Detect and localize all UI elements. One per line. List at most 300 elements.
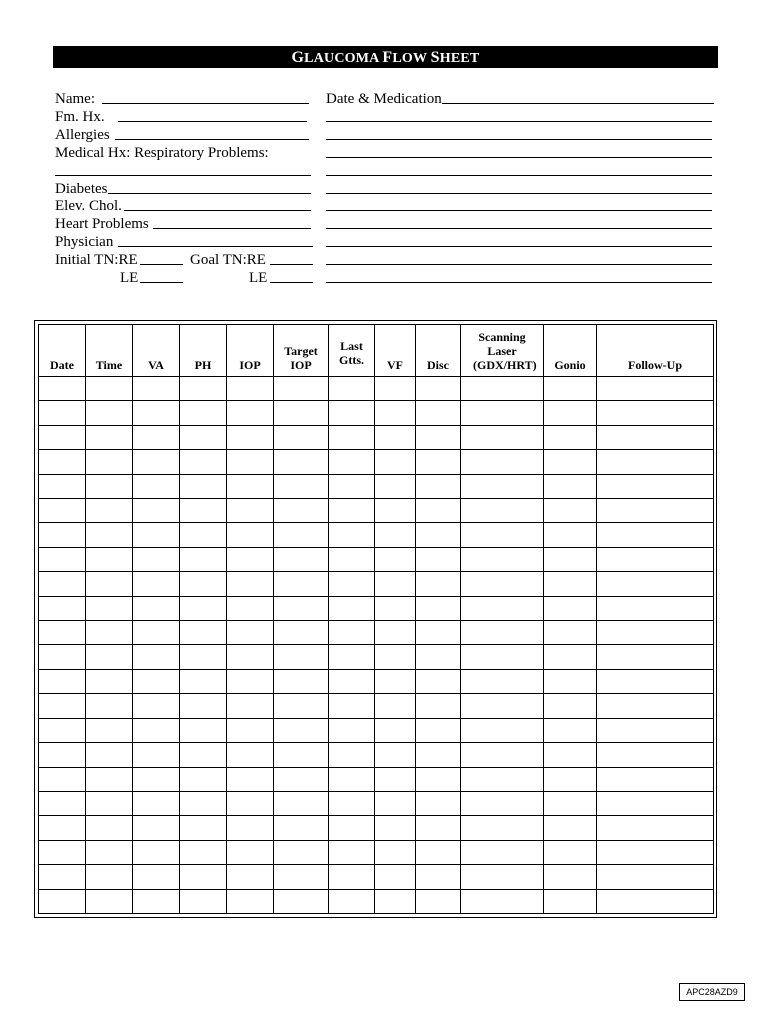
table-cell[interactable] (544, 718, 597, 742)
table-cell[interactable] (597, 425, 714, 449)
table-cell[interactable] (39, 743, 86, 767)
table-cell[interactable] (461, 450, 544, 474)
table-cell[interactable] (416, 694, 461, 718)
table-cell[interactable] (597, 889, 714, 913)
table-cell[interactable] (133, 694, 180, 718)
table-cell[interactable] (227, 401, 274, 425)
table-cell[interactable] (544, 889, 597, 913)
table-cell[interactable] (416, 791, 461, 815)
table-cell[interactable] (86, 377, 133, 401)
table-cell[interactable] (274, 377, 329, 401)
table-cell[interactable] (461, 694, 544, 718)
table-cell[interactable] (375, 840, 416, 864)
table-cell[interactable] (133, 889, 180, 913)
table-cell[interactable] (180, 816, 227, 840)
table-cell[interactable] (597, 865, 714, 889)
table-cell[interactable] (375, 401, 416, 425)
table-cell[interactable] (133, 499, 180, 523)
table-cell[interactable] (274, 645, 329, 669)
table-cell[interactable] (597, 840, 714, 864)
table-cell[interactable] (597, 718, 714, 742)
form-title: GLAUCOMA FLOW SHEET (53, 46, 718, 68)
heart-problems-field[interactable] (153, 228, 311, 229)
medication-line[interactable] (326, 121, 712, 122)
table-cell[interactable] (416, 474, 461, 498)
table-cell[interactable] (461, 425, 544, 449)
table-cell[interactable] (39, 669, 86, 693)
table-cell[interactable] (597, 743, 714, 767)
table-cell[interactable] (180, 791, 227, 815)
table-cell[interactable] (133, 718, 180, 742)
table-cell[interactable] (544, 669, 597, 693)
table-cell[interactable] (227, 596, 274, 620)
table-cell[interactable] (375, 572, 416, 596)
table-cell[interactable] (86, 401, 133, 425)
table-cell[interactable] (39, 718, 86, 742)
table-cell[interactable] (329, 889, 375, 913)
table-cell[interactable] (180, 767, 227, 791)
table-cell[interactable] (461, 767, 544, 791)
table-cell[interactable] (375, 743, 416, 767)
table-cell[interactable] (227, 425, 274, 449)
table-cell[interactable] (597, 523, 714, 547)
table-cell[interactable] (180, 743, 227, 767)
table-cell[interactable] (461, 669, 544, 693)
table-row (39, 865, 714, 889)
table-cell[interactable] (375, 621, 416, 645)
table-cell[interactable] (597, 401, 714, 425)
table-cell[interactable] (274, 694, 329, 718)
table-cell[interactable] (329, 791, 375, 815)
table-cell[interactable] (544, 523, 597, 547)
medical-hx-label: Medical Hx: Respiratory Problems: (55, 145, 269, 161)
table-cell[interactable] (544, 377, 597, 401)
table-cell[interactable] (597, 450, 714, 474)
heart-problems-label: Heart Problems (55, 216, 149, 232)
table-cell[interactable] (274, 547, 329, 571)
table-cell[interactable] (274, 669, 329, 693)
table-cell[interactable] (461, 596, 544, 620)
table-cell[interactable] (227, 645, 274, 669)
table-cell[interactable] (544, 840, 597, 864)
table-cell[interactable] (329, 694, 375, 718)
table-cell[interactable] (416, 572, 461, 596)
table-cell[interactable] (39, 889, 86, 913)
table-cell[interactable] (416, 523, 461, 547)
table-cell[interactable] (227, 718, 274, 742)
table-cell[interactable] (86, 840, 133, 864)
initial-le-field[interactable] (140, 282, 183, 283)
table-cell[interactable] (39, 840, 86, 864)
table-cell[interactable] (133, 450, 180, 474)
table-cell[interactable] (416, 816, 461, 840)
table-cell[interactable] (375, 865, 416, 889)
table-cell[interactable] (375, 669, 416, 693)
table-cell[interactable] (461, 523, 544, 547)
table-cell[interactable] (274, 791, 329, 815)
diabetes-field[interactable] (108, 193, 311, 194)
table-cell[interactable] (329, 816, 375, 840)
table-cell[interactable] (227, 450, 274, 474)
table-cell[interactable] (39, 791, 86, 815)
table-cell[interactable] (227, 572, 274, 596)
table-cell[interactable] (329, 547, 375, 571)
table-cell[interactable] (227, 865, 274, 889)
table-cell[interactable] (375, 718, 416, 742)
table-cell[interactable] (544, 767, 597, 791)
table-cell[interactable] (544, 474, 597, 498)
table-cell[interactable] (416, 499, 461, 523)
table-cell[interactable] (597, 816, 714, 840)
table-cell[interactable] (274, 621, 329, 645)
table-cell[interactable] (329, 840, 375, 864)
table-cell[interactable] (227, 669, 274, 693)
table-cell[interactable] (544, 621, 597, 645)
medication-line[interactable] (326, 193, 712, 194)
table-cell[interactable] (133, 621, 180, 645)
table-cell[interactable] (227, 547, 274, 571)
table-cell[interactable] (39, 547, 86, 571)
table-cell[interactable] (461, 499, 544, 523)
table-cell[interactable] (544, 791, 597, 815)
table-cell[interactable] (544, 816, 597, 840)
table-cell[interactable] (544, 499, 597, 523)
table-cell[interactable] (375, 816, 416, 840)
table-cell[interactable] (544, 743, 597, 767)
table-cell[interactable] (227, 499, 274, 523)
table-cell[interactable] (227, 791, 274, 815)
table-cell[interactable] (39, 401, 86, 425)
table-cell[interactable] (86, 523, 133, 547)
table-cell[interactable] (227, 816, 274, 840)
table-cell[interactable] (180, 425, 227, 449)
table-cell[interactable] (461, 377, 544, 401)
table-cell[interactable] (375, 694, 416, 718)
table-cell[interactable] (597, 669, 714, 693)
table-cell[interactable] (461, 547, 544, 571)
table-cell[interactable] (375, 791, 416, 815)
table-cell[interactable] (180, 694, 227, 718)
medical-hx-field[interactable] (55, 175, 311, 176)
table-cell[interactable] (86, 474, 133, 498)
table-cell[interactable] (274, 450, 329, 474)
table-cell[interactable] (375, 767, 416, 791)
table-cell[interactable] (329, 645, 375, 669)
table-cell[interactable] (329, 743, 375, 767)
table-cell[interactable] (544, 401, 597, 425)
table-cell[interactable] (133, 596, 180, 620)
table-cell[interactable] (86, 621, 133, 645)
table-cell[interactable] (274, 425, 329, 449)
table-cell[interactable] (86, 889, 133, 913)
table-cell[interactable] (329, 474, 375, 498)
table-cell[interactable] (227, 889, 274, 913)
table-cell[interactable] (461, 840, 544, 864)
table-cell[interactable] (329, 523, 375, 547)
table-cell[interactable] (416, 865, 461, 889)
table-cell[interactable] (39, 425, 86, 449)
table-cell[interactable] (180, 572, 227, 596)
goal-le-label: LE (249, 270, 268, 286)
table-cell[interactable] (180, 547, 227, 571)
table-cell[interactable] (544, 865, 597, 889)
col-header-time: Time (86, 325, 133, 377)
table-cell[interactable] (133, 377, 180, 401)
table-cell[interactable] (39, 377, 86, 401)
table-cell[interactable] (227, 377, 274, 401)
table-cell[interactable] (461, 865, 544, 889)
table-cell[interactable] (227, 840, 274, 864)
medication-line[interactable] (442, 103, 714, 104)
table-cell[interactable] (274, 572, 329, 596)
table-cell[interactable] (375, 596, 416, 620)
table-cell[interactable] (329, 450, 375, 474)
table-cell[interactable] (133, 523, 180, 547)
table-cell[interactable] (416, 669, 461, 693)
table-cell[interactable] (461, 474, 544, 498)
table-cell[interactable] (133, 865, 180, 889)
table-cell[interactable] (597, 474, 714, 498)
medication-line[interactable] (326, 210, 712, 211)
table-cell[interactable] (544, 572, 597, 596)
table-cell[interactable] (461, 791, 544, 815)
table-cell[interactable] (329, 499, 375, 523)
table-cell[interactable] (544, 450, 597, 474)
table-cell[interactable] (180, 596, 227, 620)
table-cell[interactable] (416, 401, 461, 425)
table-cell[interactable] (544, 596, 597, 620)
table-cell[interactable] (180, 523, 227, 547)
table-cell[interactable] (133, 767, 180, 791)
table-cell[interactable] (133, 474, 180, 498)
table-cell[interactable] (180, 377, 227, 401)
table-cell[interactable] (86, 743, 133, 767)
table-cell[interactable] (375, 499, 416, 523)
table-cell[interactable] (180, 840, 227, 864)
table-cell[interactable] (416, 596, 461, 620)
table-cell[interactable] (39, 694, 86, 718)
table-cell[interactable] (597, 572, 714, 596)
allergies-field[interactable] (115, 139, 309, 140)
medication-line[interactable] (326, 282, 712, 283)
table-cell[interactable] (227, 743, 274, 767)
table-cell[interactable] (416, 450, 461, 474)
table-cell[interactable] (133, 645, 180, 669)
elev-chol-field[interactable] (124, 210, 311, 211)
col-header-last-gtts: Last Gtts. (329, 325, 375, 377)
table-cell[interactable] (39, 596, 86, 620)
table-cell[interactable] (39, 621, 86, 645)
table-cell[interactable] (597, 694, 714, 718)
medication-line[interactable] (326, 264, 712, 265)
table-cell[interactable] (39, 523, 86, 547)
table-cell[interactable] (86, 596, 133, 620)
table-cell[interactable] (133, 572, 180, 596)
table-cell[interactable] (86, 425, 133, 449)
medication-line[interactable] (326, 139, 712, 140)
table-cell[interactable] (86, 572, 133, 596)
table-cell[interactable] (86, 450, 133, 474)
table-cell[interactable] (329, 621, 375, 645)
table-cell[interactable] (86, 865, 133, 889)
table-cell[interactable] (274, 743, 329, 767)
table-cell[interactable] (461, 889, 544, 913)
table-cell[interactable] (274, 718, 329, 742)
fm-hx-field[interactable] (118, 121, 307, 122)
table-cell[interactable] (544, 645, 597, 669)
table-cell[interactable] (274, 865, 329, 889)
physician-field[interactable] (118, 246, 313, 247)
table-cell[interactable] (39, 474, 86, 498)
table-cell[interactable] (416, 645, 461, 669)
table-cell[interactable] (180, 889, 227, 913)
table-cell[interactable] (544, 694, 597, 718)
table-cell[interactable] (416, 547, 461, 571)
table-cell[interactable] (133, 840, 180, 864)
goal-le-field[interactable] (270, 282, 313, 283)
medication-line[interactable] (326, 246, 712, 247)
table-cell[interactable] (86, 547, 133, 571)
table-cell[interactable] (39, 499, 86, 523)
table-cell[interactable] (416, 889, 461, 913)
table-cell[interactable] (544, 547, 597, 571)
table-cell[interactable] (329, 596, 375, 620)
table-cell[interactable] (274, 401, 329, 425)
table-cell[interactable] (375, 889, 416, 913)
table-cell[interactable] (180, 474, 227, 498)
table-cell[interactable] (227, 523, 274, 547)
table-cell[interactable] (375, 474, 416, 498)
table-cell[interactable] (39, 816, 86, 840)
goal-tn-re-label: Goal TN:RE (190, 252, 266, 268)
table-cell[interactable] (180, 669, 227, 693)
table-cell[interactable] (274, 499, 329, 523)
table-cell[interactable] (597, 791, 714, 815)
table-cell[interactable] (274, 816, 329, 840)
medication-line[interactable] (326, 157, 712, 158)
table-cell[interactable] (274, 523, 329, 547)
table-cell[interactable] (133, 669, 180, 693)
table-cell[interactable] (86, 499, 133, 523)
table-cell[interactable] (329, 767, 375, 791)
table-cell[interactable] (375, 547, 416, 571)
table-cell[interactable] (133, 547, 180, 571)
table-cell[interactable] (461, 645, 544, 669)
table-cell[interactable] (329, 401, 375, 425)
table-cell[interactable] (86, 669, 133, 693)
table-cell[interactable] (416, 425, 461, 449)
table-cell[interactable] (329, 669, 375, 693)
table-cell[interactable] (416, 767, 461, 791)
table-cell[interactable] (86, 791, 133, 815)
table-cell[interactable] (461, 401, 544, 425)
table-cell[interactable] (86, 694, 133, 718)
table-cell[interactable] (461, 718, 544, 742)
table-cell[interactable] (461, 743, 544, 767)
table-cell[interactable] (39, 767, 86, 791)
table-cell[interactable] (180, 718, 227, 742)
table-cell[interactable] (416, 377, 461, 401)
table-cell[interactable] (227, 621, 274, 645)
table-cell[interactable] (180, 450, 227, 474)
table-cell[interactable] (329, 377, 375, 401)
table-cell[interactable] (227, 694, 274, 718)
table-cell[interactable] (133, 425, 180, 449)
table-cell[interactable] (461, 621, 544, 645)
table-cell[interactable] (39, 865, 86, 889)
table-cell[interactable] (133, 791, 180, 815)
table-cell[interactable] (329, 718, 375, 742)
table-cell[interactable] (597, 645, 714, 669)
table-cell[interactable] (39, 450, 86, 474)
table-cell[interactable] (416, 718, 461, 742)
elev-chol-label: Elev. Chol. (55, 198, 122, 214)
table-cell[interactable] (133, 743, 180, 767)
table-cell[interactable] (375, 377, 416, 401)
table-cell[interactable] (180, 645, 227, 669)
table-cell[interactable] (329, 572, 375, 596)
table-cell[interactable] (461, 572, 544, 596)
table-cell[interactable] (274, 889, 329, 913)
name-field[interactable] (102, 103, 309, 104)
table-cell[interactable] (180, 865, 227, 889)
goal-tn-re-field[interactable] (270, 264, 313, 265)
table-cell[interactable] (329, 865, 375, 889)
table-cell[interactable] (133, 401, 180, 425)
table-cell[interactable] (416, 743, 461, 767)
medication-line[interactable] (326, 175, 712, 176)
table-cell[interactable] (274, 840, 329, 864)
table-cell[interactable] (274, 474, 329, 498)
initial-tn-re-field[interactable] (140, 264, 183, 265)
table-cell[interactable] (544, 425, 597, 449)
table-cell[interactable] (133, 816, 180, 840)
table-cell[interactable] (375, 450, 416, 474)
table-cell[interactable] (416, 840, 461, 864)
table-cell[interactable] (274, 767, 329, 791)
table-cell[interactable] (329, 425, 375, 449)
table-cell[interactable] (597, 621, 714, 645)
col-header-disc: Disc (416, 325, 461, 377)
medication-line[interactable] (326, 228, 712, 229)
table-cell[interactable] (227, 767, 274, 791)
table-cell[interactable] (375, 645, 416, 669)
table-cell[interactable] (180, 621, 227, 645)
table-header-row (39, 325, 714, 377)
table-cell[interactable] (597, 767, 714, 791)
table-cell[interactable] (597, 377, 714, 401)
table-cell[interactable] (86, 718, 133, 742)
col-header-target-iop: Target IOP (274, 325, 329, 377)
table-cell[interactable] (597, 596, 714, 620)
table-cell[interactable] (461, 816, 544, 840)
table-cell[interactable] (227, 474, 274, 498)
table-cell[interactable] (39, 572, 86, 596)
diabetes-label: Diabetes (55, 181, 108, 197)
table-cell[interactable] (86, 816, 133, 840)
table-cell[interactable] (416, 621, 461, 645)
table-cell[interactable] (86, 767, 133, 791)
table-cell[interactable] (274, 596, 329, 620)
table-cell[interactable] (597, 499, 714, 523)
table-cell[interactable] (375, 523, 416, 547)
table-cell[interactable] (86, 645, 133, 669)
table-cell[interactable] (39, 645, 86, 669)
table-cell[interactable] (375, 425, 416, 449)
table-cell[interactable] (180, 401, 227, 425)
table-cell[interactable] (180, 499, 227, 523)
table-cell[interactable] (597, 547, 714, 571)
